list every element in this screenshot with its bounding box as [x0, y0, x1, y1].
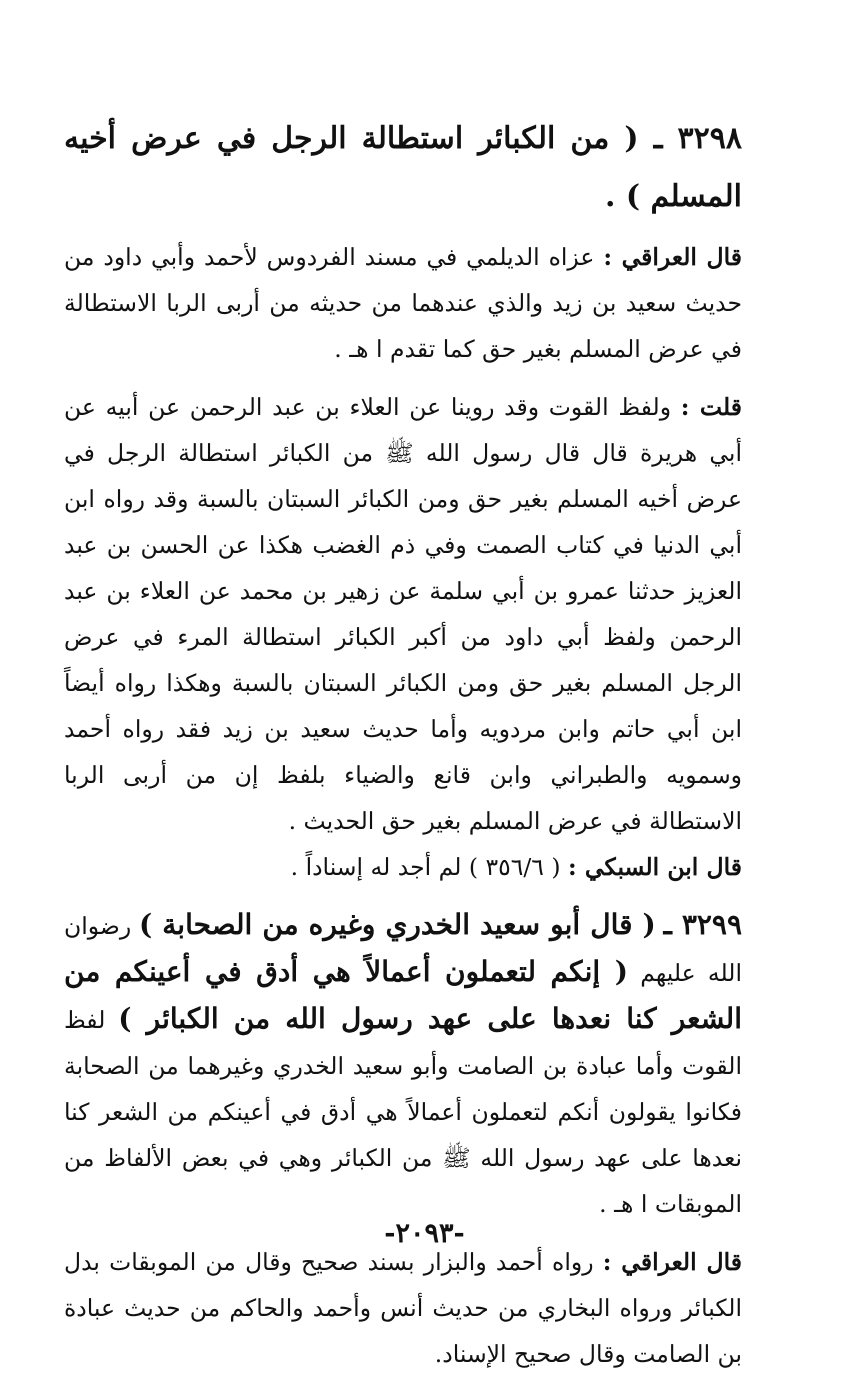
- entry-3299-title: ( قال أبو سعيد الخدري وغيره من الصحابة ): [139, 908, 656, 941]
- subki-text: ( ٣٥٦/٦ ) لم أجد له إسناداً .: [290, 853, 561, 881]
- page-number: -٢٠٩٣-: [384, 1218, 465, 1249]
- entry-3298-title: ( من الكبائر استطالة الرجل في عرض أخيه المسلم ) .: [64, 121, 742, 214]
- entry-3299-main-paragraph: [64, 902, 742, 1227]
- qult-text: ولفظ القوت وقد روينا عن العلاء بن عبد الرحمن عن أبيه عن أبي هريرة قال قال رسول الله ﷺ من الكبائر استطالة الرجل في عرض أخيه المسلم بغير حق ومن الكبائر السبتان بالسبة وقد رواه ابن أبي الدنيا في كتاب الصمت وفي ذم الغضب هكذا عن الحسن بن عبد العزيز حدثنا عمرو بن أبي سلمة عن زهير بن محمد عن العلاء بن عبد الرحمن ولفظ أبي داود من أكبر الكبائر استطالة المرء في عرض الرجل المسلم بغير حق ومن الكبائر السبتان بالسبة وهكذا رواه أيضاً ابن أبي حاتم وابن مردويه وأما حديث سعيد بن زيد فقد رواه أحمد وسمويه والطبراني وابن قانع والضياء بلفظ إن من أربى الربا الاستطالة في عرض المسلم بغير حق الحديث .: [64, 393, 742, 835]
- entry-3298-heading: [64, 110, 742, 226]
- iraqi-label: قال العراقي :: [603, 243, 742, 271]
- entry-3298-subki-paragraph: [64, 844, 742, 890]
- entry-3299-honorific: رضوان الله عليهم: [64, 912, 742, 987]
- page-content: [64, 110, 742, 1377]
- entry-3298-number: ٣٢٩٨ ـ: [653, 121, 742, 156]
- entry-3298-iraqi-paragraph: [64, 234, 742, 372]
- iraqi-text-2: رواه أحمد والبزار بسند صحيح وقال من الموبقات بدل الكبائر ورواه البخاري من حديث أنس وأحمد والحاكم من حديث عبادة بن الصامت وقال صحيح الإسناد.: [64, 1248, 742, 1368]
- iraqi-label-2: قال العراقي :: [602, 1248, 742, 1276]
- subki-label: قال ابن السبكي :: [568, 853, 742, 881]
- entry-3298-qult-paragraph: [64, 384, 742, 844]
- entry-3299-quote: ( إنكم لتعملون أعمالاً هي أدق في أعينكم من الشعر كنا نعدها على عهد رسول الله من الكبائر ): [64, 955, 742, 1035]
- qult-label: قلت :: [680, 393, 742, 421]
- entry-3299-continuation: لفظ القوت وأما عبادة بن الصامت وأبو سعيد الخدري وغيرهما من الصحابة فكانوا يقولون أنكم لتعملون أعمالاً هي أدق في أعينكم من الشعر كنا نعدها على عهد رسول الله ﷺ من الكبائر وهي في بعض الألفاظ من الموبقات ا هـ .: [64, 1006, 742, 1218]
- iraqi-text: عزاه الديلمي في مسند الفردوس لأحمد وأبي داود من حديث سعيد بن زيد والذي عندهما من حديثه من أربى الربا الاستطالة في عرض المسلم بغير حق كما تقدم ا هـ .: [64, 243, 742, 363]
- entry-3299-iraqi-paragraph: [64, 1239, 742, 1377]
- entry-3299-number: ٣٢٩٩ ـ: [663, 908, 742, 941]
